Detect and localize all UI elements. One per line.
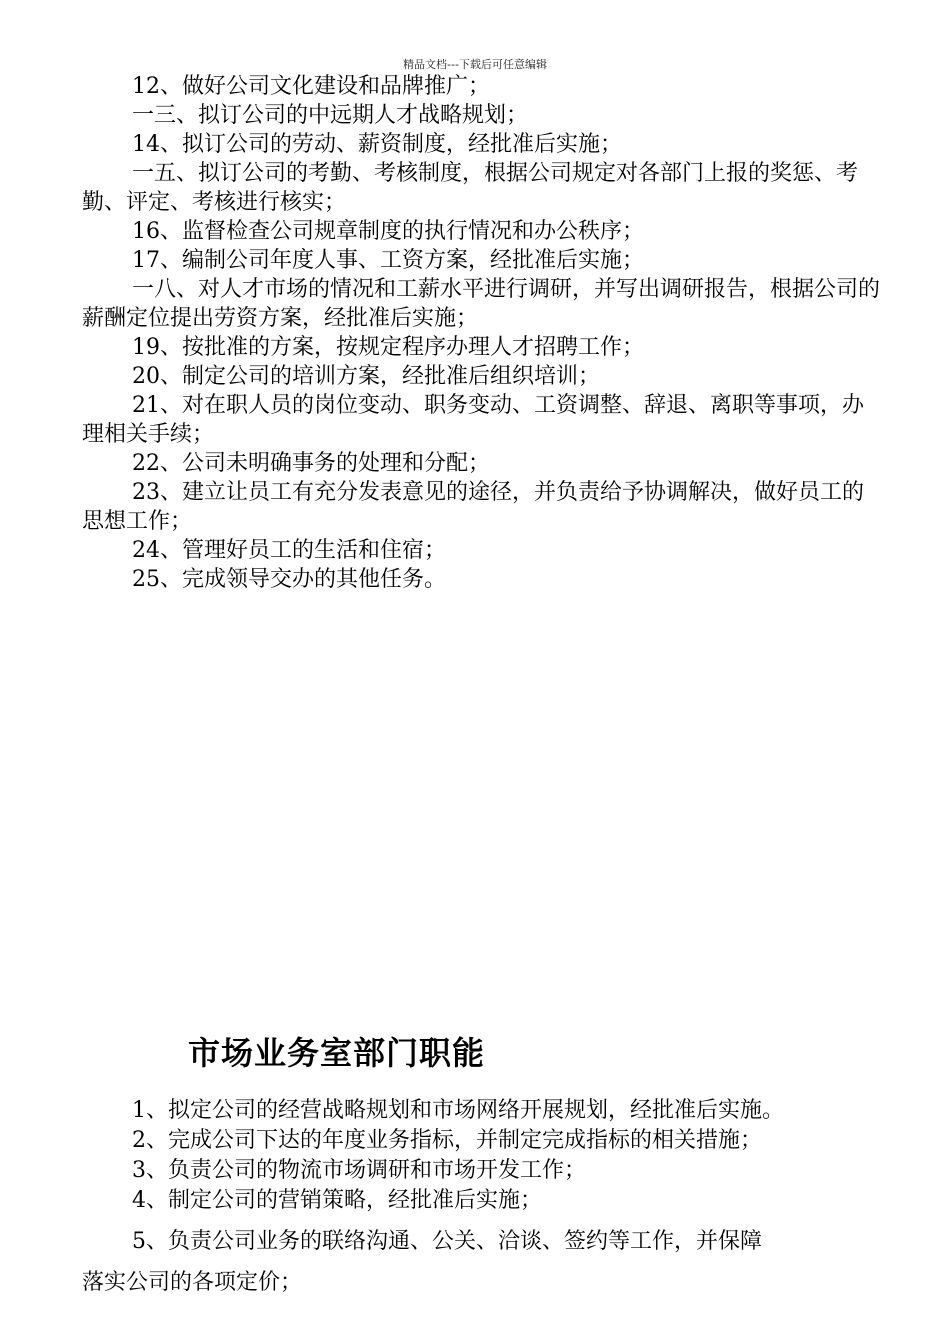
- responsibility-list-bottom: [82, 1096, 882, 1298]
- header-note: 精品文档---下载后可任意编辑: [403, 58, 547, 71]
- list-item: 24、管理好员工的生活和住宿；: [132, 538, 446, 563]
- list-item: 16、监督检查公司规章制度的执行情况和办公秩序；: [132, 219, 644, 244]
- list-item: 14、拟订公司的劳动、薪资制度，经批准后实施；: [132, 132, 622, 157]
- list-item: 3、负责公司的物流市场调研和市场开发工作；: [132, 1158, 586, 1183]
- list-item: 5、负责公司业务的联络沟通、公关、洽谈、签约等工作，并保障: [132, 1229, 762, 1254]
- list-item: 21、对在职人员的岗位变动、职务变动、工资调整、辞退、离职等事项，办理相关手续；: [82, 393, 864, 447]
- list-item: 17、编制公司年度人事、工资方案，经批准后实施；: [132, 248, 644, 273]
- responsibility-list-top: [82, 72, 882, 594]
- list-item: 25、完成领导交办的其他任务。: [132, 567, 446, 592]
- list-item: 一五、拟订公司的考勤、考核制度，根据公司规定对各部门上报的奖惩、考勤、评定、考核进行核实；: [82, 161, 859, 215]
- list-item: 19、按批准的方案，按规定程序办理人才招聘工作；: [132, 335, 644, 360]
- list-item: 20、制定公司的培训方案，经批准后组织培训；: [132, 364, 600, 389]
- list-item: 4、制定公司的营销策略，经批准后实施；: [132, 1188, 542, 1213]
- list-item: 一三、拟订公司的中远期人才战略规划；: [132, 103, 529, 128]
- list-item: 一八、对人才市场的情况和工薪水平进行调研，并写出调研报告，根据公司的薪酬定位提出劳资方案，经批准后实施；: [82, 277, 881, 331]
- list-item: 1、拟定公司的经营战略规划和市场网络开展规划，经批准后实施。: [132, 1098, 784, 1123]
- section-title: 市场业务室部门职能: [188, 1034, 486, 1072]
- list-item: 22、公司未明确事务的处理和分配；: [132, 451, 490, 476]
- list-item: 12、做好公司文化建设和品牌推广；: [132, 74, 490, 99]
- list-item: 23、建立让员工有充分发表意见的途径，并负责给予协调解决，做好员工的思想工作；: [82, 480, 864, 534]
- list-item-continuation: 落实公司的各项定价；: [82, 1270, 303, 1295]
- list-item: 2、完成公司下达的年度业务指标，并制定完成指标的相关措施；: [132, 1128, 762, 1153]
